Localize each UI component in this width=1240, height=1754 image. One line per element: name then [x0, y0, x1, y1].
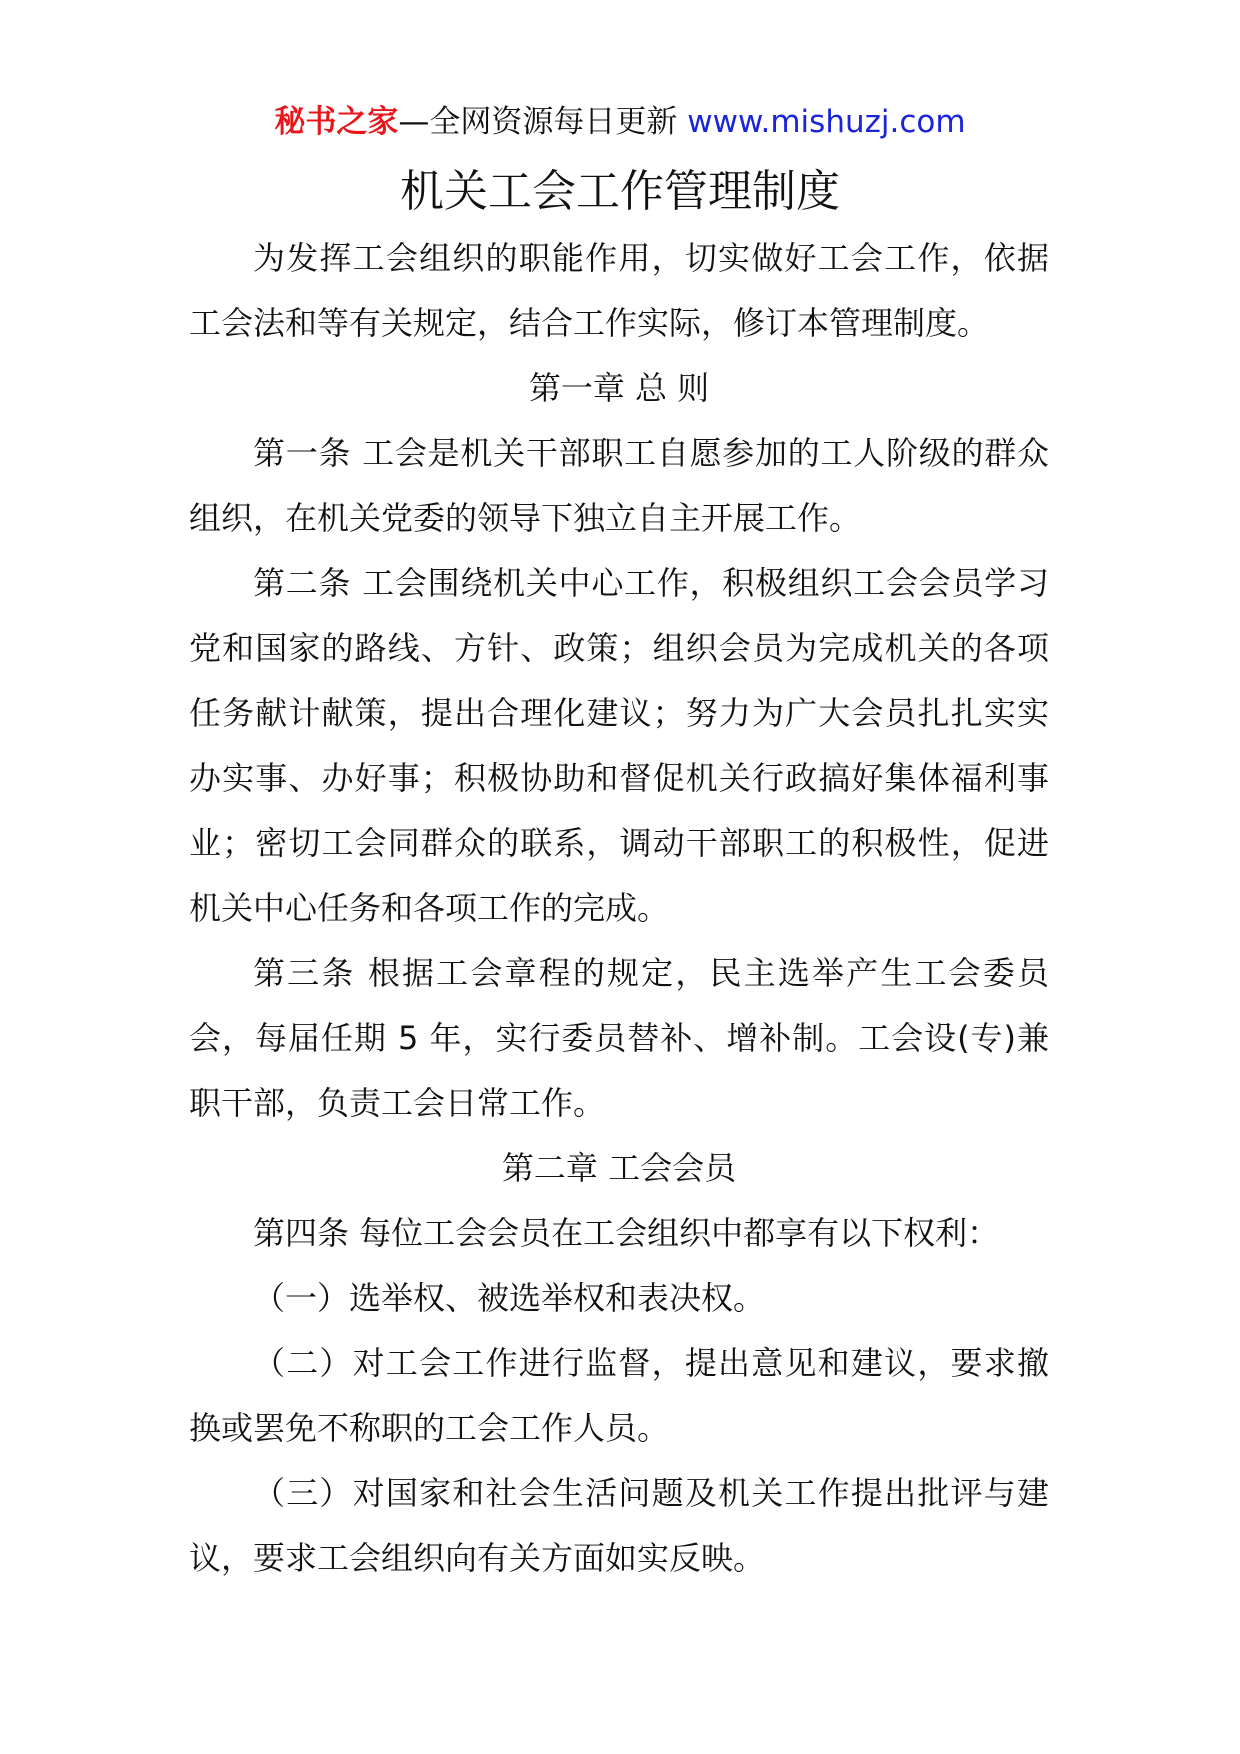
site-header — [0, 100, 1240, 144]
site-url-link[interactable]: www.mishuzj.com — [687, 104, 966, 140]
list-item-paragraph: （二）对工会工作进行监督，提出意见和建议，要求撤换或罢免不称职的工会工作人员。 — [189, 1344, 1049, 1447]
article-paragraph: 第一条 工会是机关干部职工自愿参加的工人阶级的群众组织，在机关党委的领导下独立自主开展工作。 — [189, 434, 1049, 537]
chapter-heading: 第一章 总 则 — [528, 369, 710, 407]
intro-paragraph: 为发挥工会组织的职能作用，切实做好工会工作，依据工会法和等有关规定，结合工作实际，修订本管理制度。 — [189, 239, 1049, 342]
document-title: 机关工会工作管理制度 — [400, 166, 840, 217]
list-item-paragraph: （一）选举权、被选举权和表决权。 — [253, 1279, 766, 1317]
brand-name: 秘书之家 — [274, 104, 399, 140]
article-paragraph: 第三条 根据工会章程的规定，民主选举产生工会委员会，每届任期 5 年，实行委员替补、增补制。工会设(专)兼职干部，负责工会日常工作。 — [189, 954, 1049, 1122]
chapter-heading: 第二章 工会会员 — [501, 1149, 737, 1187]
header-slogan: —全网资源每日更新 — [398, 104, 678, 140]
document-body — [189, 226, 1049, 1591]
list-item-paragraph: （三）对国家和社会生活问题及机关工作提出批评与建议，要求工会组织向有关方面如实反映。 — [189, 1474, 1049, 1577]
article-paragraph: 第四条 每位工会会员在工会组织中都享有以下权利： — [253, 1214, 1000, 1252]
article-paragraph: 第二条 工会围绕机关中心工作，积极组织工会会员学习党和国家的路线、方针、政策；组织会员为完成机关的各项任务献计献策，提出合理化建议；努力为广大会员扎扎实实办实事、办好事；积极协助和督促机关行政搞好集体福利事业；密切工会同群众的联系，调动干部职工的积极性，促进机关中心任务和各项工作的完成。 — [189, 564, 1049, 927]
